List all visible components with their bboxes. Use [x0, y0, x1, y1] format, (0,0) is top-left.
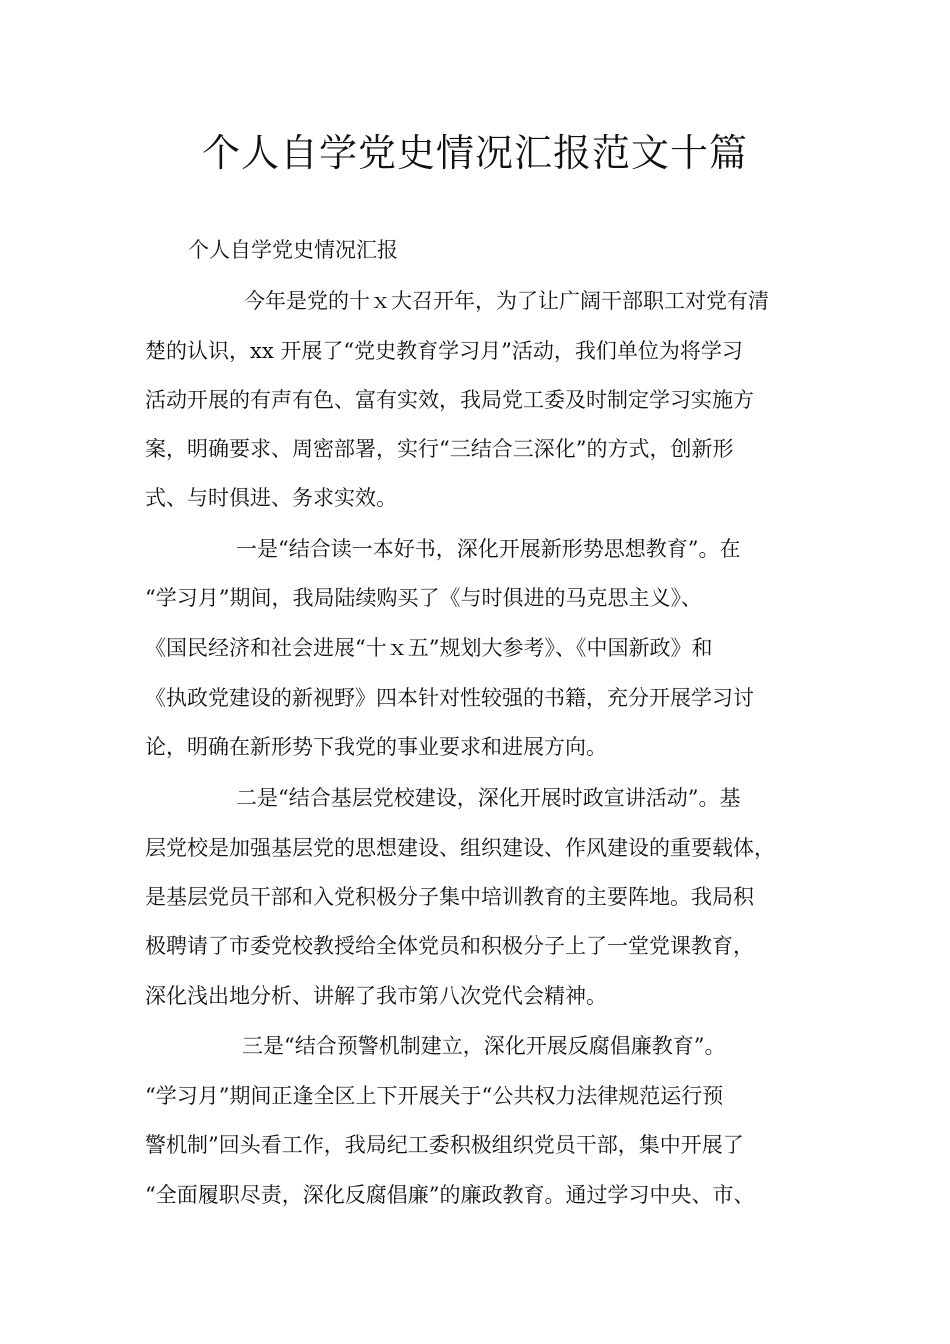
paragraph-line: 式、与时俱进、务求实效。: [145, 486, 397, 510]
paragraph-line: 深化浅出地分析、讲解了我市第八次党代会精神。: [145, 984, 607, 1008]
paragraph-line: “学习月”期间正逢全区上下开展关于“公共权力法律规范运行预: [145, 1084, 724, 1108]
paragraph-line: 警机制”回头看工作，我局纪工委积极组织党员干部，集中开展了: [145, 1133, 744, 1157]
paragraph-line: 论，明确在新形势下我党的事业要求和进展方向。: [145, 735, 607, 759]
paragraph-line: 极聘请了市委党校教授给全体党员和积极分子上了一堂党课教育，: [145, 934, 754, 958]
paragraph-line: 活动开展的有声有色、富有实效，我局党工委及时制定学习实施方: [145, 388, 754, 412]
section-heading: 个人自学党史情况汇报: [188, 238, 398, 262]
paragraph-line: 是基层党员干部和入党积极分子集中培训教育的主要阵地。我局积: [145, 885, 754, 909]
paragraph-line: 一是“结合读一本好书，深化开展新形势思想教育”。在: [236, 537, 741, 561]
paragraph-line: 层党校是加强基层党的思想建设、组织建设、作风建设的重要载体，: [145, 836, 775, 860]
paragraph-line: 《国民经济和社会进展“十ｘ五”规划大参考》、《中国新政》和: [145, 636, 713, 660]
paragraph-line: 今年是党的十ｘ大召开年，为了让广阔干部职工对党有清: [244, 289, 769, 313]
paragraph-line: 案，明确要求、周密部署，实行“三结合三深化”的方式，创新形: [145, 437, 734, 461]
paragraph-line: 二是“结合基层党校建设，深化开展时政宣讲活动”。基: [236, 786, 741, 810]
paragraph-line: 楚的认识，xx 开展了“党史教育学习月”活动，我们单位为将学习: [145, 339, 743, 363]
paragraph-line: “全面履职尽责，深化反腐倡廉”的廉政教育。通过学习中央、市、: [145, 1183, 755, 1207]
paragraph-line: 《执政党建设的新视野》四本针对性较强的书籍，充分开展学习讨: [145, 686, 754, 710]
page-title: 个人自学党史情况汇报范文十篇: [201, 131, 748, 175]
paragraph-line: “学习月”期间，我局陆续购买了《与时俱进的马克思主义》、: [145, 586, 702, 610]
paragraph-line: 三是“结合预警机制建立，深化开展反腐倡廉教育”。: [242, 1034, 726, 1058]
